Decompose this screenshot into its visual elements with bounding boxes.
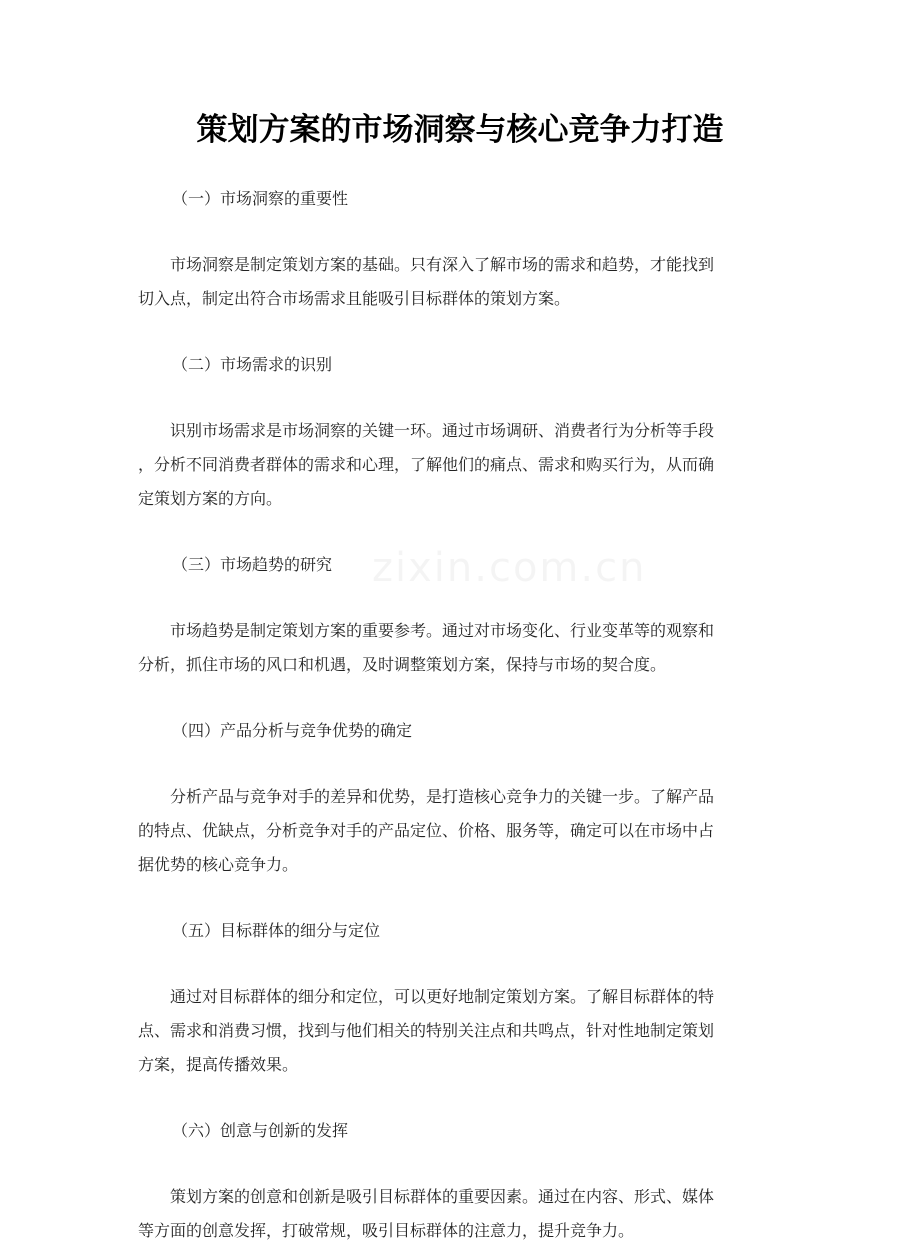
section-2 (138, 348, 786, 548)
section-paragraph (138, 980, 786, 1082)
section-5 (138, 914, 786, 1114)
section-1 (138, 182, 786, 348)
document-title: 策划方案的市场洞察与核心竞争力打造 (196, 112, 724, 148)
paragraph-line: 通过对目标群体的细分和定位，可以更好地制定策划方案。了解目标群体的特 (170, 987, 715, 1006)
section-6 (138, 1114, 786, 1248)
section-4 (138, 714, 786, 914)
paragraph-line: 分析，抓住市场的风口和机遇，及时调整策划方案，保持与市场的契合度。 (138, 655, 667, 674)
section-heading: （三）市场趋势的研究 (172, 555, 333, 574)
section-heading: （五）目标群体的细分与定位 (172, 921, 381, 940)
section-paragraph (138, 1180, 786, 1248)
section-3 (138, 548, 786, 714)
paragraph-line: 点、需求和消费习惯，找到与他们相关的特别关注点和共鸣点，针对性地制定策划 (138, 1021, 715, 1040)
paragraph-line: 据优势的核心竞争力。 (138, 855, 299, 874)
section-heading: （一）市场洞察的重要性 (172, 189, 349, 208)
paragraph-line: 切入点，制定出符合市场需求且能吸引目标群体的策划方案。 (138, 289, 571, 308)
section-paragraph (138, 414, 786, 516)
section-heading: （四）产品分析与竞争优势的确定 (172, 721, 413, 740)
section-paragraph (138, 248, 786, 316)
section-paragraph (138, 614, 786, 682)
paragraph-line: 方案，提高传播效果。 (138, 1055, 299, 1074)
paragraph-line: 市场趋势是制定策划方案的重要参考。通过对市场变化、行业变革等的观察和 (170, 621, 715, 640)
paragraph-line: 识别市场需求是市场洞察的关键一环。通过市场调研、消费者行为分析等手段 (170, 421, 715, 440)
section-paragraph (138, 780, 786, 882)
section-heading: （六）创意与创新的发挥 (172, 1121, 349, 1140)
section-heading: （二）市场需求的识别 (172, 355, 333, 374)
paragraph-line: 定策划方案的方向。 (138, 489, 283, 508)
paragraph-line: 市场洞察是制定策划方案的基础。只有深入了解市场的需求和趋势，才能找到 (170, 255, 715, 274)
paragraph-line: 等方面的创意发挥，打破常规，吸引目标群体的注意力，提升竞争力。 (138, 1221, 635, 1240)
paragraph-line: 策划方案的创意和创新是吸引目标群体的重要因素。通过在内容、形式、媒体 (170, 1187, 715, 1206)
document-body (138, 182, 786, 1248)
paragraph-line: 的特点、优缺点，分析竞争对手的产品定位、价格、服务等，确定可以在市场中占 (138, 821, 715, 840)
paragraph-line: 分析产品与竞争对手的差异和优势，是打造核心竞争力的关键一步。了解产品 (170, 787, 715, 806)
paragraph-line: ，分析不同消费者群体的需求和心理，了解他们的痛点、需求和购买行为，从而确 (138, 455, 715, 474)
